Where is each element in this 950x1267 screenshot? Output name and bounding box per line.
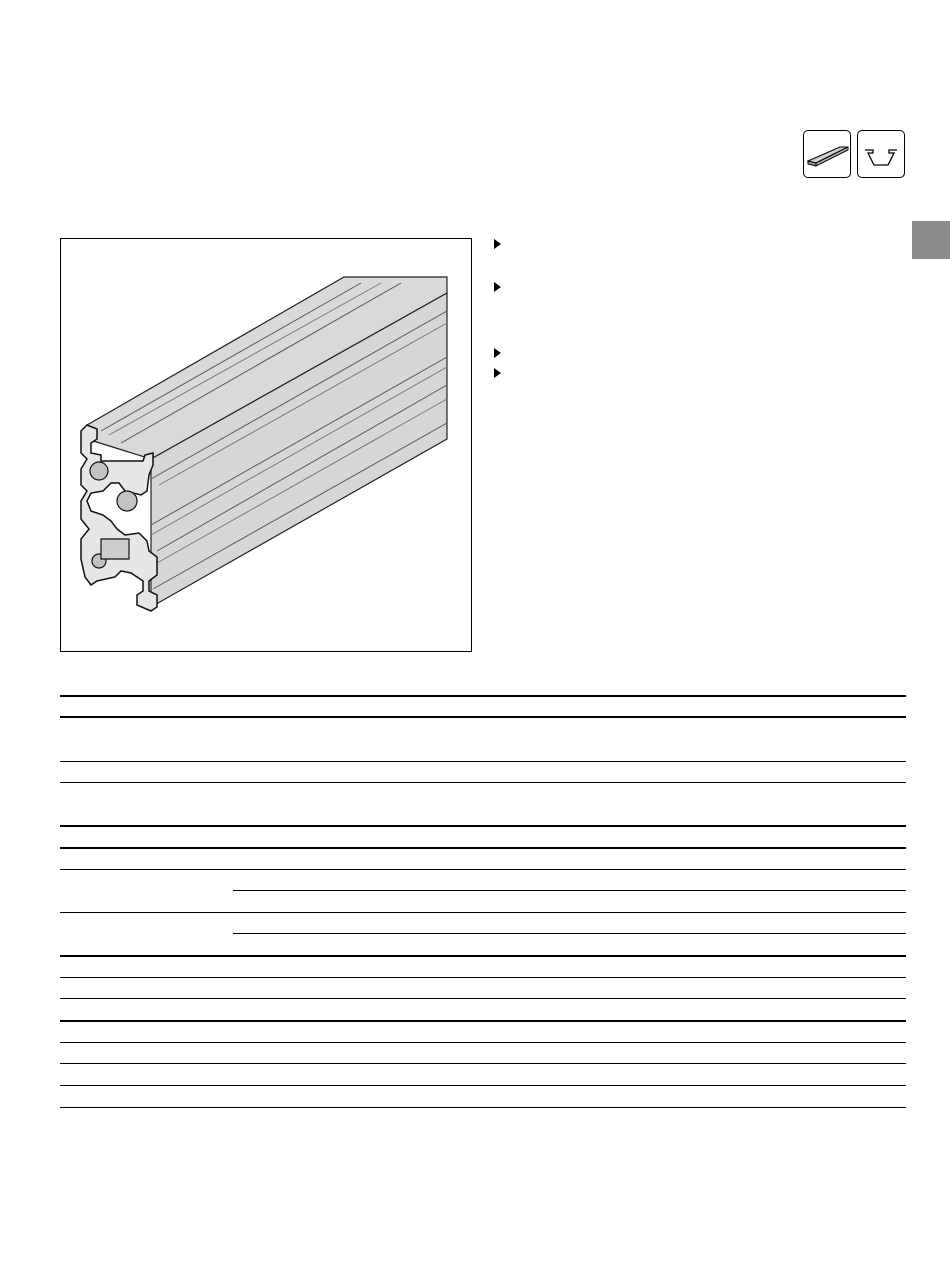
flat-strip-icon [803, 130, 851, 178]
table-rule [60, 1085, 906, 1086]
table-rule [60, 1107, 906, 1108]
table-rule [60, 716, 906, 718]
table-rule [60, 761, 906, 762]
bullet-marker-icon [494, 282, 501, 292]
table-rule [233, 890, 906, 891]
table-rule [60, 998, 906, 999]
table-rule [60, 825, 906, 827]
bullet-marker-icon [494, 348, 501, 358]
groove-profile-icon [857, 130, 905, 178]
bullet-marker-icon [494, 368, 501, 378]
aluminium-profile-icon [61, 239, 471, 651]
table-rule [60, 1042, 906, 1043]
table-rule [60, 847, 906, 849]
table-rule [60, 695, 906, 697]
table-rule [60, 1020, 906, 1022]
product-image-frame [60, 238, 472, 652]
table-rule [60, 782, 906, 783]
table-rule [60, 955, 906, 957]
bullet-marker-icon [494, 239, 501, 249]
table-rule [60, 1063, 906, 1064]
table-rule [233, 933, 906, 934]
table-rule [60, 912, 906, 913]
table-rule [60, 977, 906, 978]
section-tab-marker [912, 221, 950, 259]
table-rule [60, 869, 906, 870]
